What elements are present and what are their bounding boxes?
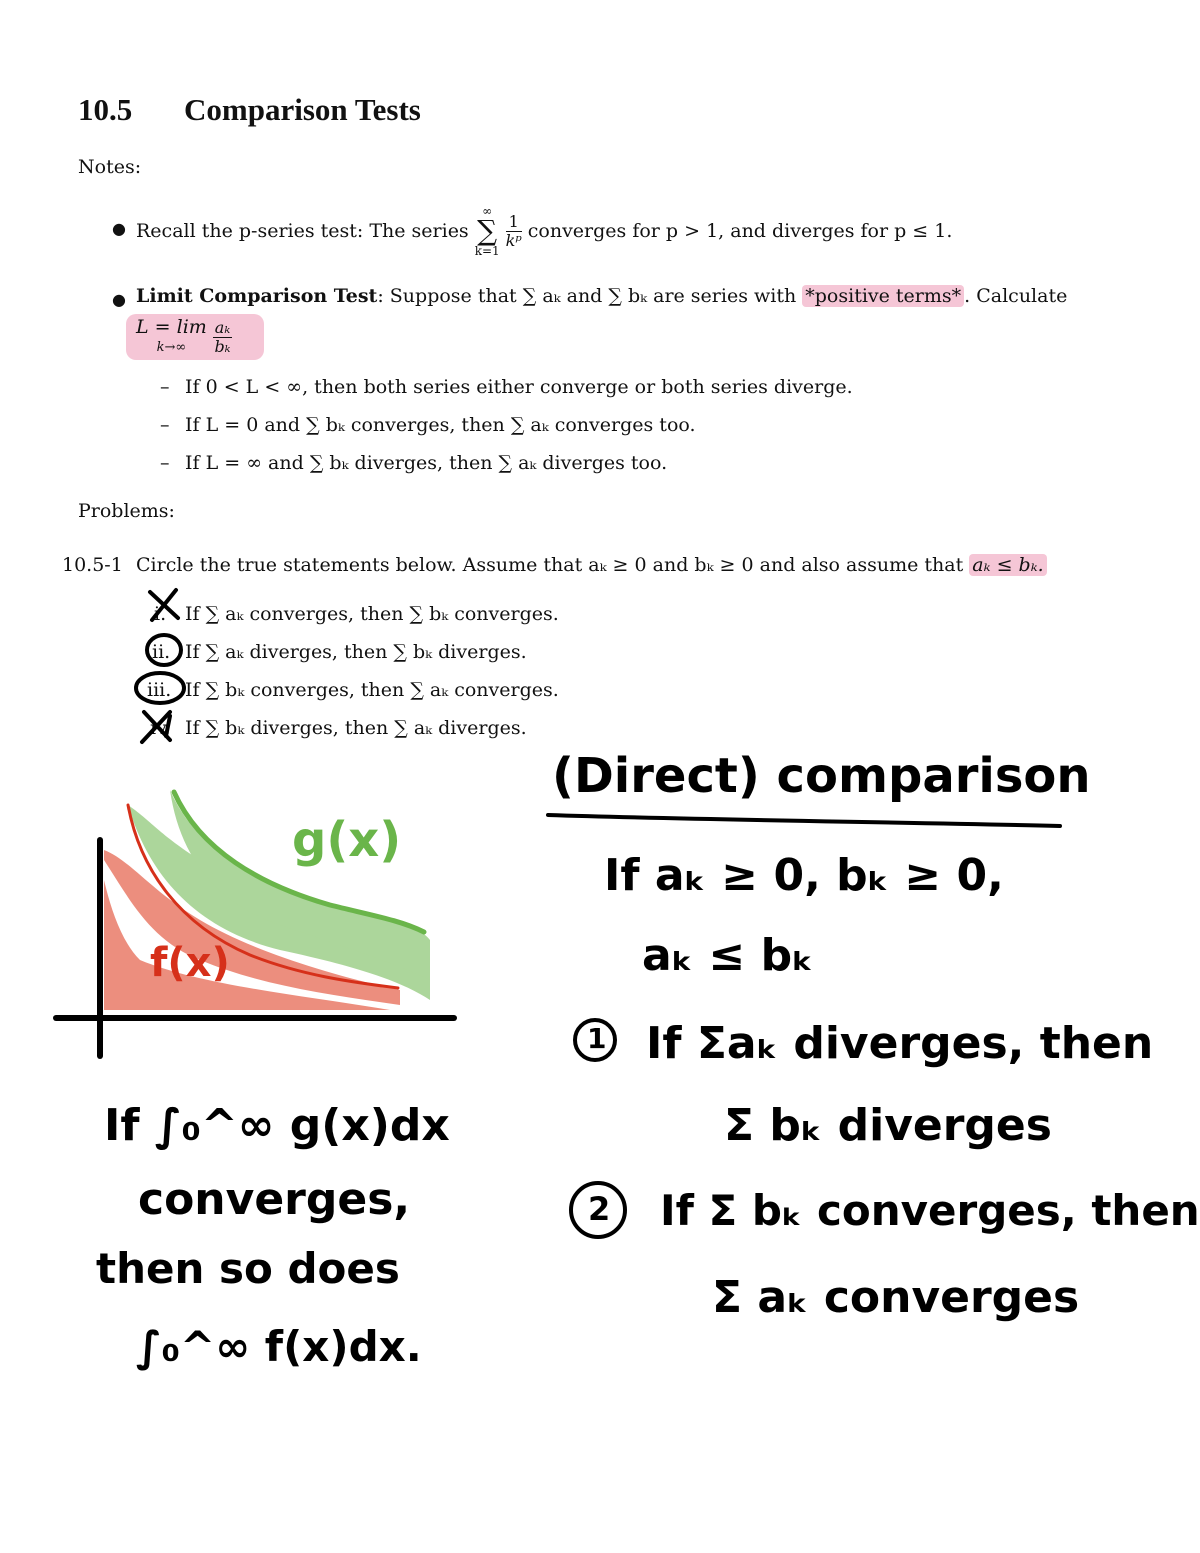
- item-text-4: If ∑ bₖ diverges, then ∑ aₖ diverges.: [185, 717, 527, 739]
- condition-1: If aₖ ≥ 0, bₖ ≥ 0,: [604, 850, 1004, 901]
- lim-left: L = lim: [136, 315, 207, 338]
- item-label-1: i.: [154, 603, 167, 625]
- case-dash-2: –: [160, 414, 170, 436]
- circle-mark-2: [147, 635, 181, 665]
- frac-den: kᵖ: [505, 230, 522, 250]
- rule2-line-1: If Σ bₖ converges, then: [660, 1186, 1200, 1235]
- integral-line-3: then so does: [96, 1244, 400, 1293]
- case-2: If L = 0 and ∑ bₖ converges, then ∑ aₖ converges too.: [185, 414, 696, 436]
- pseries-outro: converges for p > 1, and diverges for p ≤ 1.: [527, 220, 953, 242]
- pseries-intro: Recall the p-series test: The series: [136, 220, 469, 242]
- rule1-line-2: Σ bₖ diverges: [724, 1100, 1052, 1151]
- integral-line-2: converges,: [138, 1174, 411, 1225]
- rule2-line-2: Σ aₖ converges: [712, 1272, 1080, 1323]
- circle-mark-3: [136, 673, 184, 703]
- section-title: Comparison Tests: [184, 92, 421, 127]
- case-3: If L = ∞ and ∑ bₖ diverges, then ∑ aₖ diverges too.: [185, 452, 668, 474]
- problem-highlight: aₖ ≤ bₖ.: [969, 554, 1046, 576]
- integral-line-1: If ∫₀^∞ g(x)dx: [104, 1100, 450, 1151]
- item-label-3: iii.: [147, 679, 172, 701]
- rule1-number: 1: [587, 1022, 607, 1055]
- lct-text2: . Calculate: [964, 285, 1068, 307]
- bullet-2: ●: [112, 290, 126, 309]
- integral-line-4: ∫₀^∞ f(x)dx.: [136, 1322, 422, 1371]
- graph-label-f: f(x): [150, 940, 230, 986]
- cross-mark-4: [142, 712, 170, 742]
- cross-mark-1: [150, 590, 178, 620]
- item-label-2: ii.: [152, 641, 171, 663]
- graph-label-g: g(x): [292, 812, 402, 868]
- notes-label: Notes:: [78, 156, 142, 178]
- case-dash-3: –: [160, 452, 170, 474]
- condition-2: aₖ ≤ bₖ: [642, 930, 814, 981]
- sum-lower: k=1: [474, 244, 500, 258]
- item-text-2: If ∑ aₖ diverges, then ∑ bₖ diverges.: [185, 641, 527, 663]
- item-text-3: If ∑ bₖ converges, then ∑ aₖ converges.: [185, 679, 559, 701]
- bullet-1: ●: [112, 219, 126, 238]
- problem-text: Circle the true statements below. Assume that aₖ ≥ 0 and bₖ ≥ 0 and also assume that: [136, 554, 964, 576]
- lct-title: Limit Comparison Test: [136, 285, 378, 307]
- lct-text1: : Suppose that ∑ aₖ and ∑ bₖ are series with: [377, 285, 797, 307]
- sum-upper: ∞: [482, 204, 493, 218]
- item-text-1: If ∑ aₖ converges, then ∑ bₖ converges.: [185, 603, 559, 625]
- lim-sub: k→∞: [156, 339, 187, 355]
- rule1-line-1: If Σaₖ diverges, then: [646, 1018, 1154, 1069]
- problem-number: 10.5-1: [62, 554, 123, 576]
- positive-terms-highlight: *positive terms*: [802, 285, 964, 307]
- title-underline: [548, 815, 1060, 826]
- frac-num: 1: [506, 213, 522, 232]
- item-label-4: iv.: [150, 717, 171, 739]
- problems-label: Problems:: [78, 500, 175, 522]
- lct-num: aₖ: [214, 317, 231, 337]
- case-1: If 0 < L < ∞, then both series either converge or both series diverge.: [185, 376, 853, 398]
- section-number: 10.5: [78, 92, 133, 127]
- lct-den: bₖ: [214, 336, 231, 356]
- rule2-number: 2: [588, 1190, 611, 1228]
- sigma-icon: ∑: [477, 214, 498, 247]
- direct-title: (Direct) comparison: [552, 748, 1091, 804]
- case-dash-1: –: [160, 376, 170, 398]
